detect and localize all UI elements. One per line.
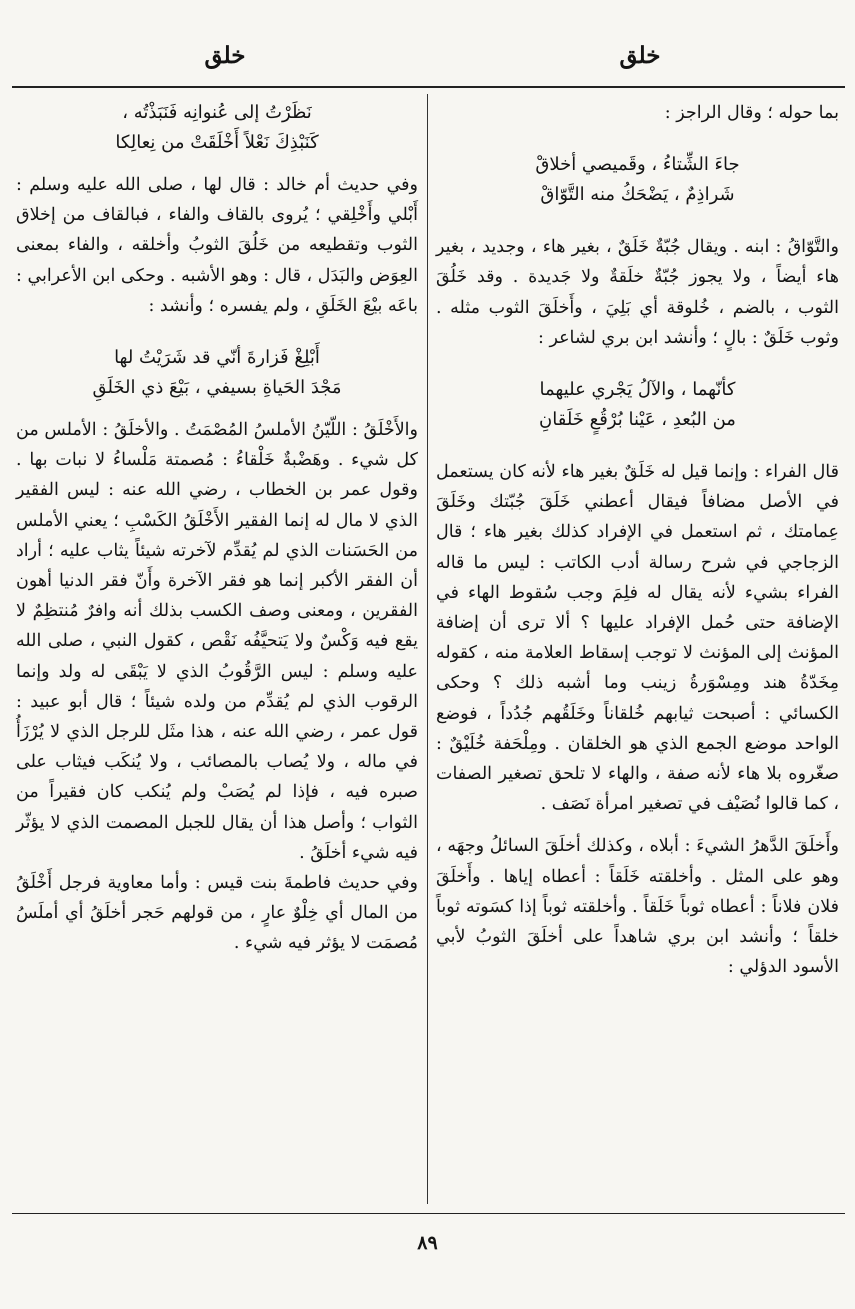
- left-column: [16, 98, 418, 959]
- header-rule: [12, 86, 845, 88]
- spacer: [436, 435, 839, 457]
- column-divider: [427, 94, 428, 1204]
- text-paragraph: وأَخلَقَ الدَّهرُ الشيءَ : أبلاه ، وكذلك أخلَقَ السائلُ وجهَه ، وهو على المثل . وأخلقته خَلَقاً : أعطاه إياها . وأَخلَقَ فلان فلاناً : أعطاه ثوباً خَلَقاً . وأخلقته ثوباً إذا كسَوته ثوباً خلقاً ؛ وأنشد ابن بري شاهداً على أخلَقَ الثوبُ لأبي الأسود الدؤلي :: [436, 836, 839, 978]
- spacer: [16, 158, 418, 170]
- verse-line: كأنّهما ، والآلُ يَجْري عليهما: [539, 379, 736, 401]
- verse-line: نَظَرْتُ إلى عُنوانِه فَنَبَذْتُه ،: [122, 102, 312, 123]
- running-head-right: خلق: [619, 42, 661, 69]
- text-paragraph: قال الفراء : وإنما قيل له خَلَقٌ بغير هاء لأنه كان يستعمل في الأصل مضافاً فيقال أعطني خَلَقَ جُبّتك وخَلَقَ عِمامتك ، ثم استعمل في الإفراد كذلك بغير هاء ؛ قال الزجاجي في شرح رسالة أدب الكاتب : ليس ما قاله الفراء بشيء لأنه يقال له فلِمَ وجب سُقوط الهاء في الإضافة حتى حُمل الإفراد عليها ؟ ألا ترى أن إضافة المؤنث إلى المؤنث لا توجب إسقاط العلامة منه ، كقوله مِخَدّةُ هند ومِسْوَرةُ زينب وما أشبه ذلك ؟ وحكى الكسائي : أصبحت ثيابهم خُلقاناً وخَلَقُهم جُدُداً ، فوضع الواحد موضع الجمع الذي هو الخلقان . ومِلْحَفة خُلَيْقٌ : صغّروه بلا هاء لأنه صفة ، والهاء لا تلحق تصغير الصفات ، كما قالوا نُصَيْف في تصغير امرأة نَصَف .: [436, 462, 839, 815]
- footer-rule: [12, 1213, 845, 1214]
- spacer: [436, 353, 839, 375]
- spacer: [436, 128, 839, 150]
- right-column: [436, 98, 839, 982]
- text-paragraph: والتَّوّاقُ : ابنه . ويقال جُبّةٌ خَلَقٌ ، بغير هاء ، وجديد ، بغير هاء أيضاً ، ولا يجوز جُبّةٌ خلَقةٌ ولا جَديدة . وقد خَلُقَ الثوب ، بالضم ، خُلوقة أي بَلِيَ ، وأَخلَقَ الثوب مثله . وثوب خَلَقٌ : بالٍ ؛ وأنشد ابن بري لشاعر :: [436, 237, 839, 348]
- verse-line: كَنَبْذِكَ نَعْلاً أَخْلَقَتْ من نِعالِكا: [115, 132, 319, 153]
- spacer: [436, 210, 839, 232]
- page-number: ٨٩: [417, 1232, 438, 1254]
- verse-line: أَبْلِغْ فَزارةَ أنّي قد شَرَيْتُ لها: [114, 347, 320, 369]
- running-head-left: خلق: [204, 42, 246, 69]
- text-paragraph: بما حوله ؛ وقال الراجز :: [664, 103, 839, 123]
- text-paragraph: وفي حديث فاطمةَ بنت قيس : وأما معاوية فرجل أَخْلَقُ من المال أي خِلْوٌ عارٍ ، من قولهم حَجر أخلَقُ أي أملَسُ مُصمَت لا يؤثر فيه شيء .: [16, 873, 418, 954]
- verse-line: مَجْدَ الحَياةِ بسيفي ، بَيْعَ ذي الخَلَقِ: [92, 377, 342, 399]
- verse-line: جاءَ الشِّتاءُ ، وقَميصي أخلاقْ: [535, 154, 740, 176]
- spacer: [16, 321, 418, 343]
- text-paragraph: والأَخْلَقُ : اللّيّنُ الأملسُ المُصْمَتُ . والأخلَقُ : الأملس من كل شيء . وهَضْبةٌ خَلْقاءُ : مُصمتة مَلْساءُ لا نبات بها . وقول عمر بن الخطاب ، رضي الله عنه : ليس الفقير الذي لا مال له إنما الفقير الأَخْلَقُ الكَسْبِ ؛ يعني الأملس من الحَسَنات الذي لم يُقدِّم لآخرته شيئاً يثاب عليه ؛ أراد أن الفقر الأكبر إنما هو فقر الآخرة وأَنّ فقر الدنيا أهون الفقرين ، ومعنى وصف الكسب بذلك أنه وافرٌ مُنتظِمٌ لا يقع فيه وَكْسٌ ولا يَتحيَّفُه نَقْص ، كقول النبي ، صلى الله عليه وسلم : ليس الرَّقُوبُ الذي لا يَبْقَى له ولد وإنما الرقوب الذي لم يُقدِّم من ولده شيئاً ؛ قال أبو عبيد : قول عمر ، رضي الله عنه ، هذا مثَل للرجل الذي لا يُرْزَأُ في ماله ، ولا يُصاب بالمصائب ، ولا يُنكَب فيثاب على صبره فيه ، فإذا لم يُصَبْ ولم يُنكب كان فقيراً من الثواب ؛ وأصل هذا أن يقال للجبل المصمت الذي لا يؤثّر فيه شيء أخلَقُ .: [16, 420, 418, 863]
- spacer: [16, 403, 418, 415]
- spacer: [436, 819, 839, 831]
- verse-line: شَراذِمٌ ، يَضْحَكُ منه التَّوّاقْ: [540, 184, 735, 206]
- text-paragraph: وفي حديث أم خالد : قال لها ، صلى الله عليه وسلم : أَبْلي وأَخْلِقي ؛ يُروى بالقاف والفاء ، فبالقاف من إخلاق الثوب وتقطيعه من خَلُقَ الثوبُ وأخلقه ، والفاء بمعنى العِوَض والبَدَل ، قال : وهو الأشبه . وحكى ابن الأعرابي : باعَه بيْعَ الخَلَقِ ، ولم يفسره ؛ وأنشد :: [16, 175, 418, 316]
- verse-line: من البُعدِ ، عَيْنا بُرْقُعٍ خَلَقانِ: [539, 409, 736, 431]
